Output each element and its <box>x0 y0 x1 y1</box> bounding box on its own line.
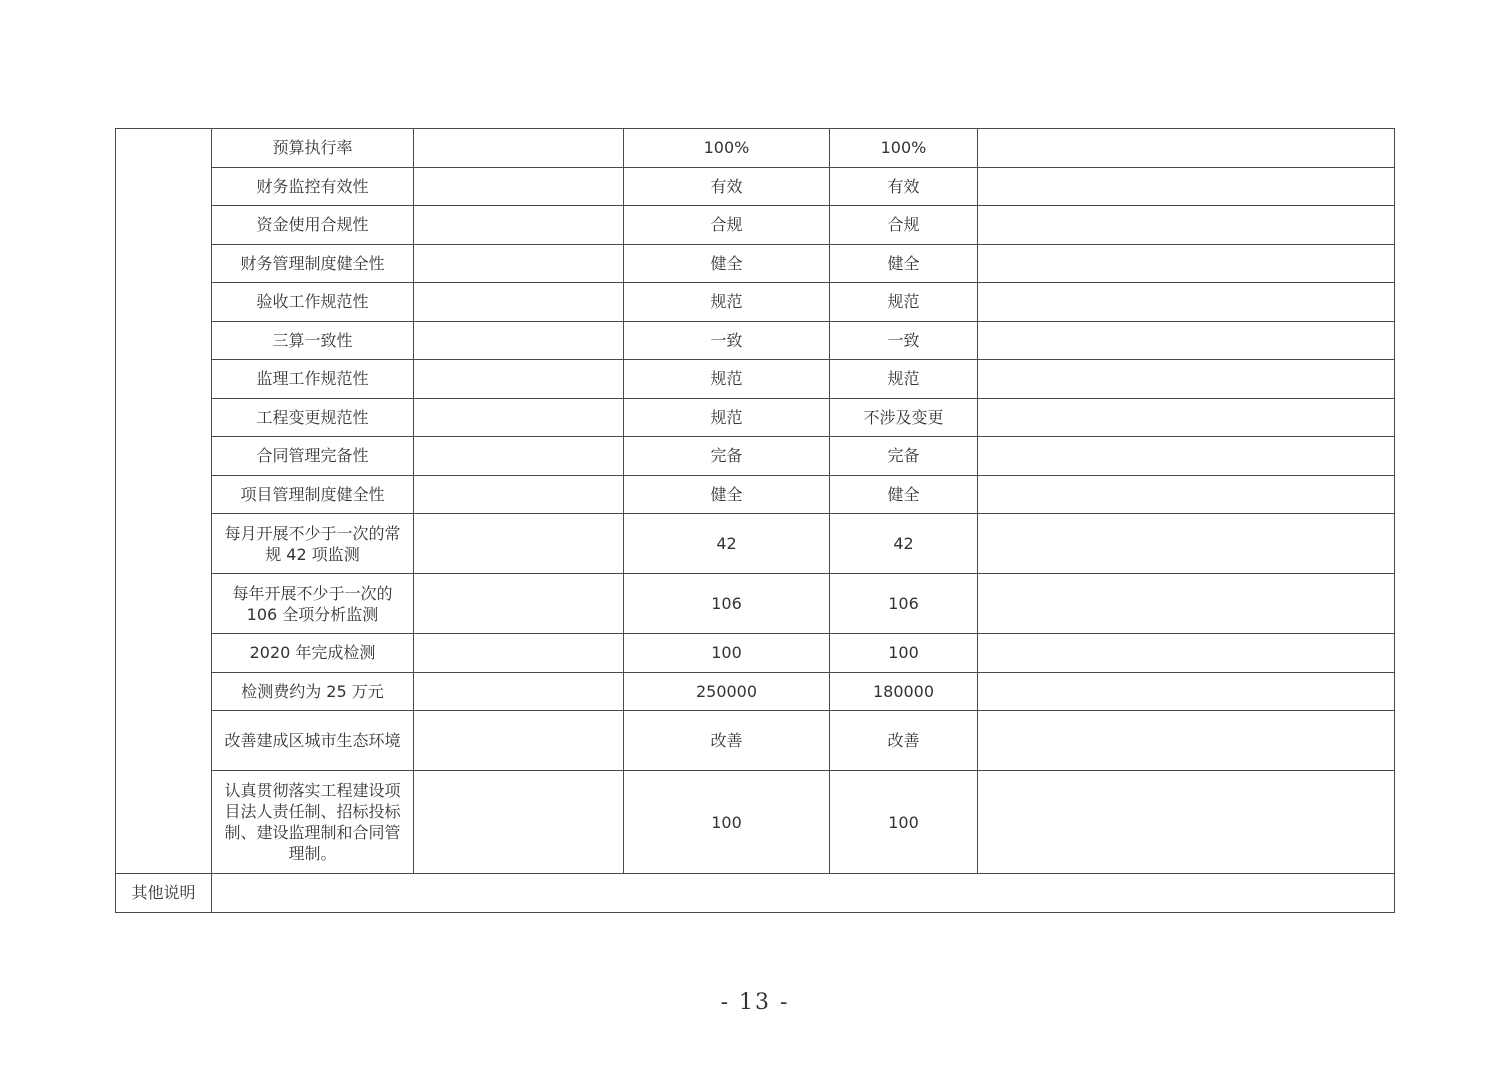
table-row <box>116 129 1395 168</box>
actual-value: 合规 <box>830 206 978 245</box>
remark-cell <box>978 167 1395 206</box>
remark-cell <box>978 574 1395 634</box>
remark-cell <box>978 437 1395 476</box>
indicator-name: 财务监控有效性 <box>212 167 414 206</box>
target-value: 100 <box>624 634 830 673</box>
actual-value: 180000 <box>830 672 978 711</box>
indicator-name: 每年开展不少于一次的106 全项分析监测 <box>212 574 414 634</box>
target-value: 改善 <box>624 711 830 771</box>
other-notes-label: 其他说明 <box>116 874 212 913</box>
indicator-name: 三算一致性 <box>212 321 414 360</box>
remark-cell <box>978 514 1395 574</box>
target-value: 42 <box>624 514 830 574</box>
actual-value: 一致 <box>830 321 978 360</box>
indicator-name: 预算执行率 <box>212 129 414 168</box>
table-row <box>116 206 1395 245</box>
remark-cell <box>978 321 1395 360</box>
indicator-name: 改善建成区城市生态环境 <box>212 711 414 771</box>
target-value: 106 <box>624 574 830 634</box>
actual-value: 健全 <box>830 244 978 283</box>
table-row <box>116 360 1395 399</box>
actual-value: 改善 <box>830 711 978 771</box>
table-row <box>116 711 1395 771</box>
indicator-blank-cell <box>414 244 624 283</box>
indicator-blank-cell <box>414 574 624 634</box>
actual-value: 100 <box>830 634 978 673</box>
table-row <box>116 167 1395 206</box>
table-row <box>116 514 1395 574</box>
indicator-name: 每月开展不少于一次的常规 42 项监测 <box>212 514 414 574</box>
table-row <box>116 475 1395 514</box>
actual-value: 100 <box>830 771 978 874</box>
indicator-name: 认真贯彻落实工程建设项目法人责任制、招标投标制、建设监理制和合同管理制。 <box>212 771 414 874</box>
remark-cell <box>978 360 1395 399</box>
indicator-blank-cell <box>414 672 624 711</box>
table-row <box>116 398 1395 437</box>
actual-value: 42 <box>830 514 978 574</box>
remark-cell <box>978 634 1395 673</box>
target-value: 250000 <box>624 672 830 711</box>
indicator-name: 项目管理制度健全性 <box>212 475 414 514</box>
indicator-blank-cell <box>414 167 624 206</box>
indicator-blank-cell <box>414 129 624 168</box>
target-value: 有效 <box>624 167 830 206</box>
table-row <box>116 283 1395 322</box>
target-value: 100% <box>624 129 830 168</box>
indicator-blank-cell <box>414 321 624 360</box>
indicator-name: 资金使用合规性 <box>212 206 414 245</box>
target-value: 合规 <box>624 206 830 245</box>
actual-value: 完备 <box>830 437 978 476</box>
remark-cell <box>978 398 1395 437</box>
indicator-name: 2020 年完成检测 <box>212 634 414 673</box>
actual-value: 106 <box>830 574 978 634</box>
remark-cell <box>978 283 1395 322</box>
indicator-blank-cell <box>414 634 624 673</box>
remark-cell <box>978 771 1395 874</box>
target-value: 规范 <box>624 283 830 322</box>
indicator-blank-cell <box>414 283 624 322</box>
remark-cell <box>978 206 1395 245</box>
merged-category-cell <box>116 129 212 874</box>
remark-cell <box>978 475 1395 514</box>
actual-value: 规范 <box>830 360 978 399</box>
target-value: 一致 <box>624 321 830 360</box>
table-row <box>116 321 1395 360</box>
table-row <box>116 437 1395 476</box>
table-row <box>116 244 1395 283</box>
target-value: 健全 <box>624 244 830 283</box>
actual-value: 不涉及变更 <box>830 398 978 437</box>
indicator-blank-cell <box>414 711 624 771</box>
indicator-blank-cell <box>414 360 624 399</box>
other-notes-row <box>116 874 1395 913</box>
indicator-name: 监理工作规范性 <box>212 360 414 399</box>
table-row <box>116 672 1395 711</box>
indicator-name: 合同管理完备性 <box>212 437 414 476</box>
target-value: 规范 <box>624 398 830 437</box>
actual-value: 健全 <box>830 475 978 514</box>
table-row <box>116 771 1395 874</box>
indicator-name: 财务管理制度健全性 <box>212 244 414 283</box>
indicator-blank-cell <box>414 206 624 245</box>
other-notes-value <box>212 874 1395 913</box>
target-value: 100 <box>624 771 830 874</box>
target-value: 完备 <box>624 437 830 476</box>
indicator-blank-cell <box>414 475 624 514</box>
target-value: 健全 <box>624 475 830 514</box>
table-row <box>116 574 1395 634</box>
indicator-blank-cell <box>414 437 624 476</box>
indicator-name: 验收工作规范性 <box>212 283 414 322</box>
remark-cell <box>978 129 1395 168</box>
actual-value: 规范 <box>830 283 978 322</box>
indicator-name: 工程变更规范性 <box>212 398 414 437</box>
remark-cell <box>978 244 1395 283</box>
indicator-blank-cell <box>414 771 624 874</box>
target-value: 规范 <box>624 360 830 399</box>
indicator-blank-cell <box>414 514 624 574</box>
indicator-name: 检测费约为 25 万元 <box>212 672 414 711</box>
page-number: - 13 - <box>720 990 790 1015</box>
performance-indicator-table <box>115 128 1395 913</box>
actual-value: 有效 <box>830 167 978 206</box>
indicator-blank-cell <box>414 398 624 437</box>
remark-cell <box>978 711 1395 771</box>
remark-cell <box>978 672 1395 711</box>
actual-value: 100% <box>830 129 978 168</box>
table-row <box>116 634 1395 673</box>
